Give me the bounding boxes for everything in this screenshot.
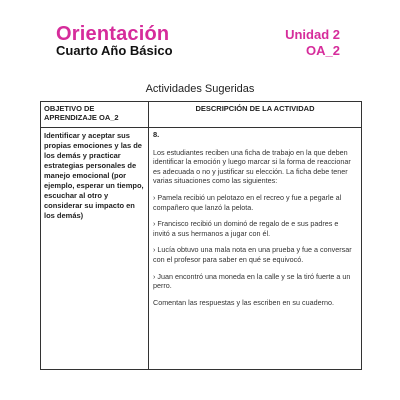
situation-item: › Lucía obtuvo una mala nota en una prueba y fue a conversar con el profesor para saber en qué se equivocó. (153, 245, 352, 264)
activity-table (40, 101, 362, 370)
situation-item: › Pamela recibió un pelotazo en el recreo y fue a pegarle al compañero que lanzó la pelota. (153, 192, 342, 212)
activity-closing: Comentan las respuestas y las escriben en su cuaderno. (153, 297, 334, 307)
objective-cell: Identificar y aceptar sus propias emociones y las de los demás y practicar estrategias personales de manejo emocional (por ejemplo, esperar un tiempo, escuchar al otro y considerar su impacto en los demás) (41, 128, 149, 370)
page-title: Orientación (56, 23, 170, 45)
course-level: Cuarto Año Básico (56, 43, 173, 58)
table-header-row (41, 102, 362, 128)
situation-item: › Francisco recibió un dominó de regalo de e sus padres e invitó a sus hermanos a jugar con él. (153, 219, 339, 238)
situation-item: › Juan encontró una moneda en la calle y se la tiró fuerte a un perro. (153, 271, 351, 291)
objective-column-header: OBJETIVO DE APRENDIZAJE OA_2 (41, 102, 149, 128)
unit-label: Unidad 2 (285, 27, 340, 42)
activity-number: 8. (153, 130, 160, 139)
objective-code: OA_2 (306, 43, 340, 58)
description-column-header: DESCRIPCIÓN DE LA ACTIVIDAD (149, 102, 362, 128)
section-title: Actividades Sugeridas (145, 83, 255, 95)
table-row (41, 128, 362, 370)
activity-paragraph: Los estudiantes reciben una ficha de trabajo en la que deben identificar la emoción y luego marcar si la forma de reaccionar es adecuada o no y justificar su elección. La ficha debe tener varias situaciones como las siguientes: (153, 147, 351, 186)
description-cell (149, 128, 362, 370)
